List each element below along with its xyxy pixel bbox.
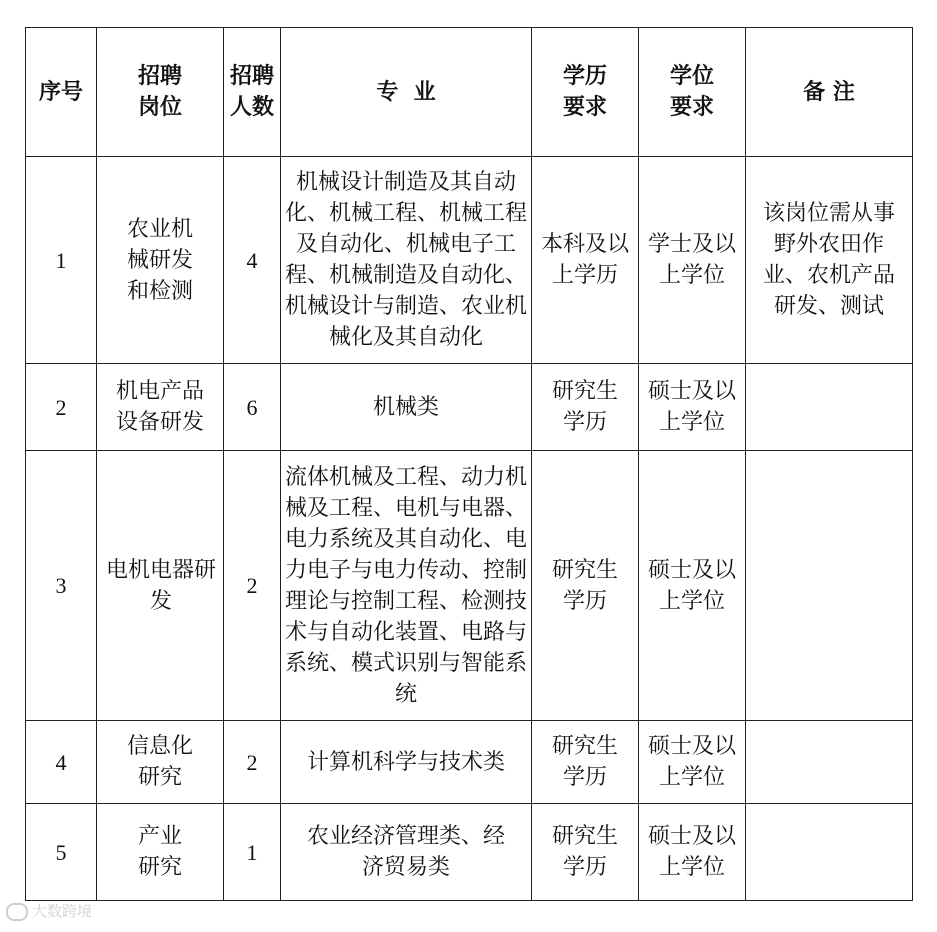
row-major: 机械设计制造及其自动化、机械工程、机械工程及自动化、机械电子工程、机械制造及自动化、机械设计与制造、农业机械化及其自动化: [281, 157, 532, 364]
row-seq: 4: [26, 721, 97, 804]
header-education: 学历要求: [532, 28, 639, 157]
row-count: 2: [224, 721, 281, 804]
row-position: 信息化研究: [97, 721, 224, 804]
recruitment-table: [25, 27, 913, 901]
row-major: 流体机械及工程、动力机械及工程、电机与电器、电力系统及其自动化、电力电子与电力传动、控制理论与控制工程、检测技术与自动化装置、电路与系统、模式识别与智能系统: [281, 451, 532, 721]
row-seq: 2: [26, 364, 97, 451]
row-remarks: [746, 804, 913, 901]
table-row: [26, 451, 913, 721]
row-position: 机电产品设备研发: [97, 364, 224, 451]
row-remarks: [746, 451, 913, 721]
watermark: [6, 900, 92, 921]
row-seq: 5: [26, 804, 97, 901]
table-row: [26, 721, 913, 804]
row-degree: 学士及以上学位: [639, 157, 746, 364]
row-education: 研究生学历: [532, 364, 639, 451]
header-position: 招聘岗位: [97, 28, 224, 157]
row-education: 研究生学历: [532, 451, 639, 721]
row-degree: 硕士及以上学位: [639, 451, 746, 721]
row-degree: 硕士及以上学位: [639, 804, 746, 901]
header-seq: 序号: [26, 28, 97, 157]
header-remarks: 备 注: [746, 28, 913, 157]
chat-bubble-icon: [6, 903, 28, 921]
header-count: 招聘人数: [224, 28, 281, 157]
row-count: 6: [224, 364, 281, 451]
header-major: 专 业: [281, 28, 532, 157]
row-degree: 硕士及以上学位: [639, 721, 746, 804]
header-row: [26, 28, 913, 157]
row-position: 产业研究: [97, 804, 224, 901]
row-remarks: [746, 721, 913, 804]
row-remarks: 该岗位需从事野外农田作业、农机产品研发、测试: [746, 157, 913, 364]
row-degree: 硕士及以上学位: [639, 364, 746, 451]
row-count: 1: [224, 804, 281, 901]
row-major: 机械类: [281, 364, 532, 451]
table-row: [26, 804, 913, 901]
row-remarks: [746, 364, 913, 451]
row-seq: 1: [26, 157, 97, 364]
row-count: 2: [224, 451, 281, 721]
header-degree: 学位要求: [639, 28, 746, 157]
watermark-text: 大数跨境: [32, 902, 93, 920]
row-education: 研究生学历: [532, 721, 639, 804]
table-row: [26, 157, 913, 364]
row-major: 农业经济管理类、经济贸易类: [281, 804, 532, 901]
table-row: [26, 364, 913, 451]
row-education: 本科及以上学历: [532, 157, 639, 364]
row-seq: 3: [26, 451, 97, 721]
row-major: 计算机科学与技术类: [281, 721, 532, 804]
row-education: 研究生学历: [532, 804, 639, 901]
row-position: 电机电器研发: [97, 451, 224, 721]
row-count: 4: [224, 157, 281, 364]
row-position: 农业机械研发和检测: [97, 157, 224, 364]
